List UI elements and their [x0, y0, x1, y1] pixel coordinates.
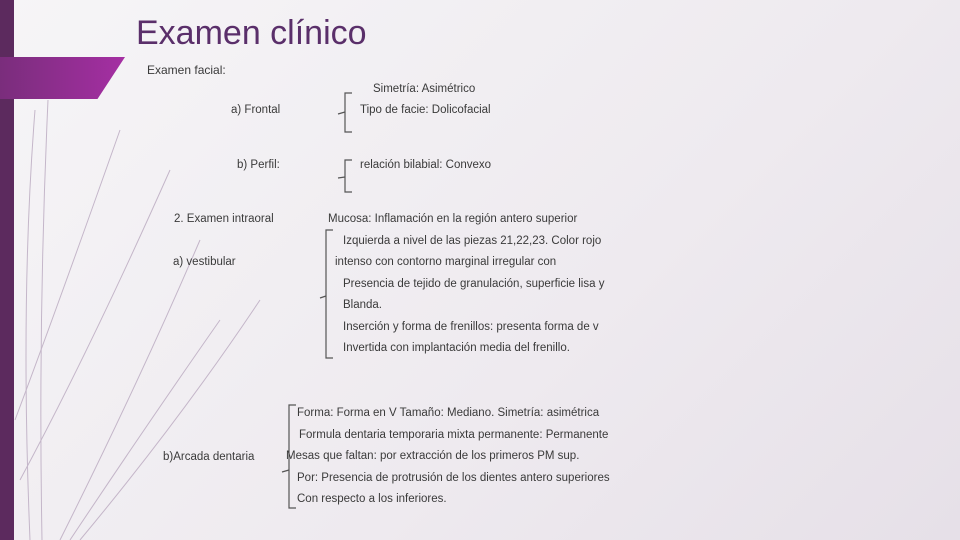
slide-title: Examen clínico [136, 14, 367, 52]
label-arcada: b)Arcada dentaria [163, 451, 255, 463]
label-frontal: a) Frontal [231, 104, 281, 116]
line-blanda: Blanda. [343, 299, 383, 311]
line-simetria: Simetría: Asimétrico [373, 83, 476, 95]
subtitle: Examen facial: [147, 63, 226, 77]
line-relacion-bilabial: relación bilabial: Convexo [360, 159, 492, 171]
line-tipo-facie: Tipo de facie: Dolicofacial [360, 104, 491, 116]
line-intenso: intenso con contorno marginal irregular con [335, 256, 557, 268]
line-forma: Forma: Forma en V Tamaño: Mediano. Simetría: asimétrica [297, 407, 600, 419]
line-presencia: Presencia de tejido de granulación, superficie lisa y [343, 278, 605, 290]
label-intraoral: 2. Examen intraoral [174, 213, 274, 225]
line-insercion: Inserción y forma de frenillos: presenta forma de v [343, 321, 599, 333]
line-izquierda: Izquierda a nivel de las piezas 21,22,23. Color rojo [343, 235, 602, 247]
line-con-respecto: Con respecto a los inferiores. [297, 493, 447, 505]
line-invertida: Invertida con implantación media del frenillo. [343, 342, 570, 354]
line-por: Por: Presencia de protrusión de los dientes antero superiores [297, 472, 610, 484]
label-vestibular: a) vestibular [173, 256, 236, 268]
label-perfil: b) Perfil: [237, 159, 280, 171]
line-mucosa: Mucosa: Inflamación en la región antero superior [328, 213, 578, 225]
line-mesas: Mesas que faltan: por extracción de los primeros PM sup. [286, 450, 580, 462]
line-formula: Formula dentaria temporaria mixta permanente: Permanente [299, 429, 609, 441]
